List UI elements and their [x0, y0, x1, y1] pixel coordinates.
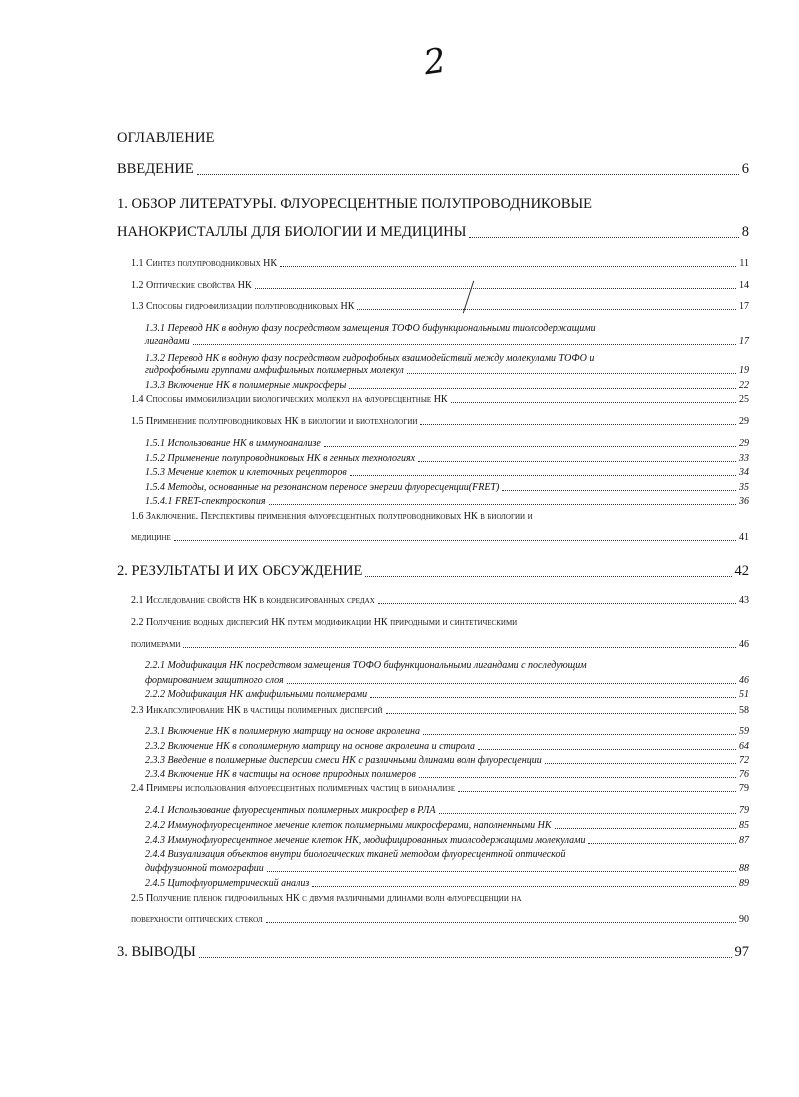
toc-entry-text: 2.2.2 Модификация НК амфифильными полимерами — [145, 689, 368, 700]
toc-entry-page: 17 — [739, 336, 749, 347]
leader-dots — [255, 288, 736, 289]
leader-dots — [451, 402, 736, 403]
toc-entry-page: 58 — [739, 705, 749, 716]
toc-entry — [131, 595, 749, 607]
toc-entry-text: 1.5.3 Мечение клеток и клеточных рецепторов — [145, 467, 347, 478]
toc-entry — [145, 689, 749, 701]
toc-entry-text: 1.5.4 Методы, основанные на резонансном переносе энергии флуоресценции(FRET) — [145, 482, 500, 493]
toc-entry-text: 1.5.4.1 FRET-спектроскопия — [145, 496, 266, 507]
toc-entry-text: 2.3.2 Включение НК в сополимерную матрицу на основе акролеина и стирола — [145, 741, 476, 752]
toc-entry-page: 22 — [739, 380, 749, 391]
toc-entry-text: 1.4 Способы иммобилизации биологических молекул на флуоресцентные НК — [131, 394, 448, 405]
toc-entry-text: полимерами — [131, 639, 181, 650]
toc-entry-page: 25 — [739, 394, 749, 405]
toc-entry-text: 2.1 Исследование свойств НК в конденсированных средах — [131, 595, 375, 606]
leader-dots — [287, 683, 736, 684]
toc-entry-page: 36 — [739, 496, 749, 507]
toc-entry-text: 2.4 Примеры использования флуоресцентных полимерных частиц в биоанализе — [131, 783, 456, 794]
toc-entry-text: 1.5 Применение полупроводниковых НК в биологии и биотехнологии — [131, 416, 418, 427]
toc-entry-page: 72 — [739, 755, 749, 766]
toc-entry-text: 2.2.1 Модификация НК посредством замещения ТОФО бифункциональными лигандами с последующим — [145, 660, 587, 671]
toc-entry-page: 17 — [739, 301, 749, 312]
toc-entry-page: 90 — [739, 914, 749, 925]
handwritten-page-number: 2 — [421, 40, 449, 84]
leader-dots — [197, 174, 739, 175]
toc-entry-page: 42 — [734, 563, 749, 579]
leader-dots — [458, 791, 736, 792]
toc-entry-text: 2. РЕЗУЛЬТАТЫ И ИХ ОБСУЖДЕНИЕ — [117, 563, 363, 579]
leader-dots — [280, 266, 736, 267]
toc-entry-page: 79 — [739, 805, 749, 816]
leader-dots — [312, 886, 736, 887]
leader-dots — [193, 344, 736, 345]
toc-entry-text: 2.2 Получение водных дисперсий НК путем модификации НК природными и синтетическими — [131, 617, 518, 628]
toc-entry-page: 51 — [739, 689, 749, 700]
leader-dots — [199, 957, 732, 958]
toc-entry-text: 2.3.3 Введение в полимерные дисперсии смеси НК с различными длинами волн флуоресценции — [145, 755, 542, 766]
toc-entry — [145, 820, 749, 832]
toc-entry-page: 29 — [739, 438, 749, 449]
toc-entry-page: 8 — [741, 224, 749, 240]
toc-entry-page: 34 — [739, 467, 749, 478]
toc-entry-page: 41 — [739, 532, 749, 543]
toc-entry — [117, 224, 749, 241]
leader-dots — [174, 540, 736, 541]
toc-entry-page: 11 — [739, 258, 749, 269]
toc-entry-text: 2.3.1 Включение НК в полимерную матрицу на основе акролеина — [145, 726, 420, 737]
toc-entry — [145, 878, 749, 890]
toc-entry-page: 76 — [739, 769, 749, 780]
toc-entry-text: поверхности оптических стекол — [131, 914, 263, 925]
toc-entry-text: НАНОКРИСТАЛЛЫ ДЛЯ БИОЛОГИИ И МЕДИЦИНЫ — [117, 224, 467, 240]
toc-entry-page: 14 — [739, 280, 749, 291]
leader-dots — [439, 813, 736, 814]
leader-dots — [365, 576, 731, 577]
toc-entry — [117, 563, 749, 580]
toc-entry — [131, 705, 749, 717]
toc-entry — [131, 783, 749, 795]
toc-entry-text: 3. ВЫВОДЫ — [117, 944, 196, 960]
toc-entry — [131, 280, 749, 292]
leader-dots — [555, 828, 736, 829]
toc-entry-page: 43 — [739, 595, 749, 606]
toc-entry — [117, 161, 749, 178]
toc-entry — [145, 741, 749, 753]
leader-dots — [420, 424, 736, 425]
toc-entry-text: 1.3.2 Перевод НК в водную фазу посредством гидрофобных взаимодействий между молекулами ТОФО и — [145, 353, 595, 364]
leader-dots — [502, 490, 736, 491]
toc-entry — [145, 482, 749, 494]
leader-dots — [357, 309, 736, 310]
toc-entry-text: диффузионной томографии — [145, 863, 264, 874]
toc-entry-text: 1. ОБЗОР ЛИТЕРАТУРЫ. ФЛУОРЕСЦЕНТНЫЕ ПОЛУПРОВОДНИКОВЫЕ — [117, 196, 593, 212]
leader-dots — [419, 777, 736, 778]
toc-entry-text: 1.1 Синтез полупроводниковых НК — [131, 258, 278, 269]
toc-entry-page: 97 — [734, 944, 749, 960]
leader-dots — [478, 749, 736, 750]
toc-entry — [131, 914, 749, 926]
toc-entry — [145, 755, 749, 767]
toc-entry-text: 1.5.1 Использование НК в иммуноанализе — [145, 438, 321, 449]
leader-dots — [407, 373, 736, 374]
leader-dots — [350, 475, 736, 476]
leader-dots — [349, 388, 736, 389]
toc-entry — [145, 496, 749, 508]
toc-entry — [145, 453, 749, 465]
toc-entry-text: 1.3.1 Перевод НК в водную фазу посредством замещения ТОФО бифункциональными тиолсодержащими — [145, 323, 596, 334]
toc-entry-text: 2.3.4 Включение НК в частицы на основе природных полимеров — [145, 769, 416, 780]
toc-entry-page: 88 — [739, 863, 749, 874]
toc-entry — [145, 467, 749, 479]
toc-entry-text: гидрофобными группами амфифильных полимерных молекул — [145, 365, 404, 376]
toc-entry — [145, 438, 749, 450]
toc-entry-text: формированием защитного слоя — [145, 675, 284, 686]
toc-entry — [145, 769, 749, 781]
toc-entry — [131, 258, 749, 270]
toc-entry-page: 29 — [739, 416, 749, 427]
toc-entry — [131, 394, 749, 406]
leader-dots — [386, 713, 736, 714]
leader-dots — [266, 922, 736, 923]
toc-entry-page: 35 — [739, 482, 749, 493]
toc-entry-page: 33 — [739, 453, 749, 464]
leader-dots — [378, 603, 736, 604]
toc-entry — [117, 944, 749, 961]
toc-entry-text: 2.4.1 Использование флуоресцентных полимерных микросфер в РЛА — [145, 805, 436, 816]
leader-dots — [588, 843, 736, 844]
leader-dots — [423, 734, 736, 735]
toc-entry — [131, 301, 749, 313]
toc-entry-text: 2.3 Инкапсулирование НК в частицы полимерных дисперсий — [131, 705, 383, 716]
toc-entry-text: 1.6 Заключение. Перспективы применения флуоресцентных полупроводниковых НК в биологии и — [131, 511, 533, 522]
toc-entry — [145, 365, 749, 377]
leader-dots — [183, 647, 736, 648]
toc-entry — [131, 639, 749, 651]
toc-entry-page: 89 — [739, 878, 749, 889]
toc-entry — [145, 726, 749, 738]
toc-entry-page: 79 — [739, 783, 749, 794]
toc-title: ОГЛАВЛЕНИЕ — [117, 130, 215, 146]
toc-entry-page: 85 — [739, 820, 749, 831]
toc-entry — [145, 380, 749, 392]
toc-entry-page: 19 — [739, 365, 749, 376]
toc-entry-page: 46 — [739, 639, 749, 650]
toc-entry-text: лигандами — [145, 336, 190, 347]
toc-entry — [145, 805, 749, 817]
toc-entry-text: медицине — [131, 532, 171, 543]
toc-entry-page: 87 — [739, 835, 749, 846]
toc-entry — [131, 532, 749, 544]
toc-entry-text: ВВЕДЕНИЕ — [117, 161, 194, 177]
toc-entry — [145, 863, 749, 875]
toc-entry-page: 64 — [739, 741, 749, 752]
toc-entry-text: 2.5 Получение пленок гидрофильных НК с двумя различными длинами волн флуоресценции на — [131, 893, 522, 904]
toc-entry-page: 46 — [739, 675, 749, 686]
toc-entry — [131, 416, 749, 428]
toc-entry-text: 2.4.3 Иммунофлуоресцентное мечение клеток НК, модифицированных тиолсодержащими молекулами — [145, 835, 586, 846]
toc-entry — [145, 336, 749, 348]
toc-entry — [145, 835, 749, 847]
toc-entry-text: 1.2 Оптические свойства НК — [131, 280, 252, 291]
leader-dots — [418, 461, 736, 462]
leader-dots — [370, 697, 736, 698]
toc-entry-text: 2.4.2 Иммунофлуоресцентное мечение клеток полимерными микросферами, наполненными НК — [145, 820, 552, 831]
leader-dots — [267, 871, 736, 872]
toc-entry-text: 2.4.5 Цитофлуориметрический анализ — [145, 878, 310, 889]
toc-entry-text: 1.5.2 Применение полупроводниковых НК в генных технологиях — [145, 453, 416, 464]
toc-entry-text: 2.4.4 Визуализация объектов внутри биологических тканей методом флуоресцентной оптической — [145, 849, 566, 860]
toc-entry-page: 59 — [739, 726, 749, 737]
leader-dots — [545, 763, 736, 764]
leader-dots — [269, 504, 736, 505]
toc-entry — [145, 675, 749, 687]
toc-entry-text: 1.3.3 Включение НК в полимерные микросферы — [145, 380, 347, 391]
leader-dots — [324, 446, 736, 447]
leader-dots — [469, 237, 738, 238]
toc-entry-page: 6 — [741, 161, 749, 177]
toc-entry-text: 1.3 Способы гидрофилизации полупроводниковых НК — [131, 301, 355, 312]
